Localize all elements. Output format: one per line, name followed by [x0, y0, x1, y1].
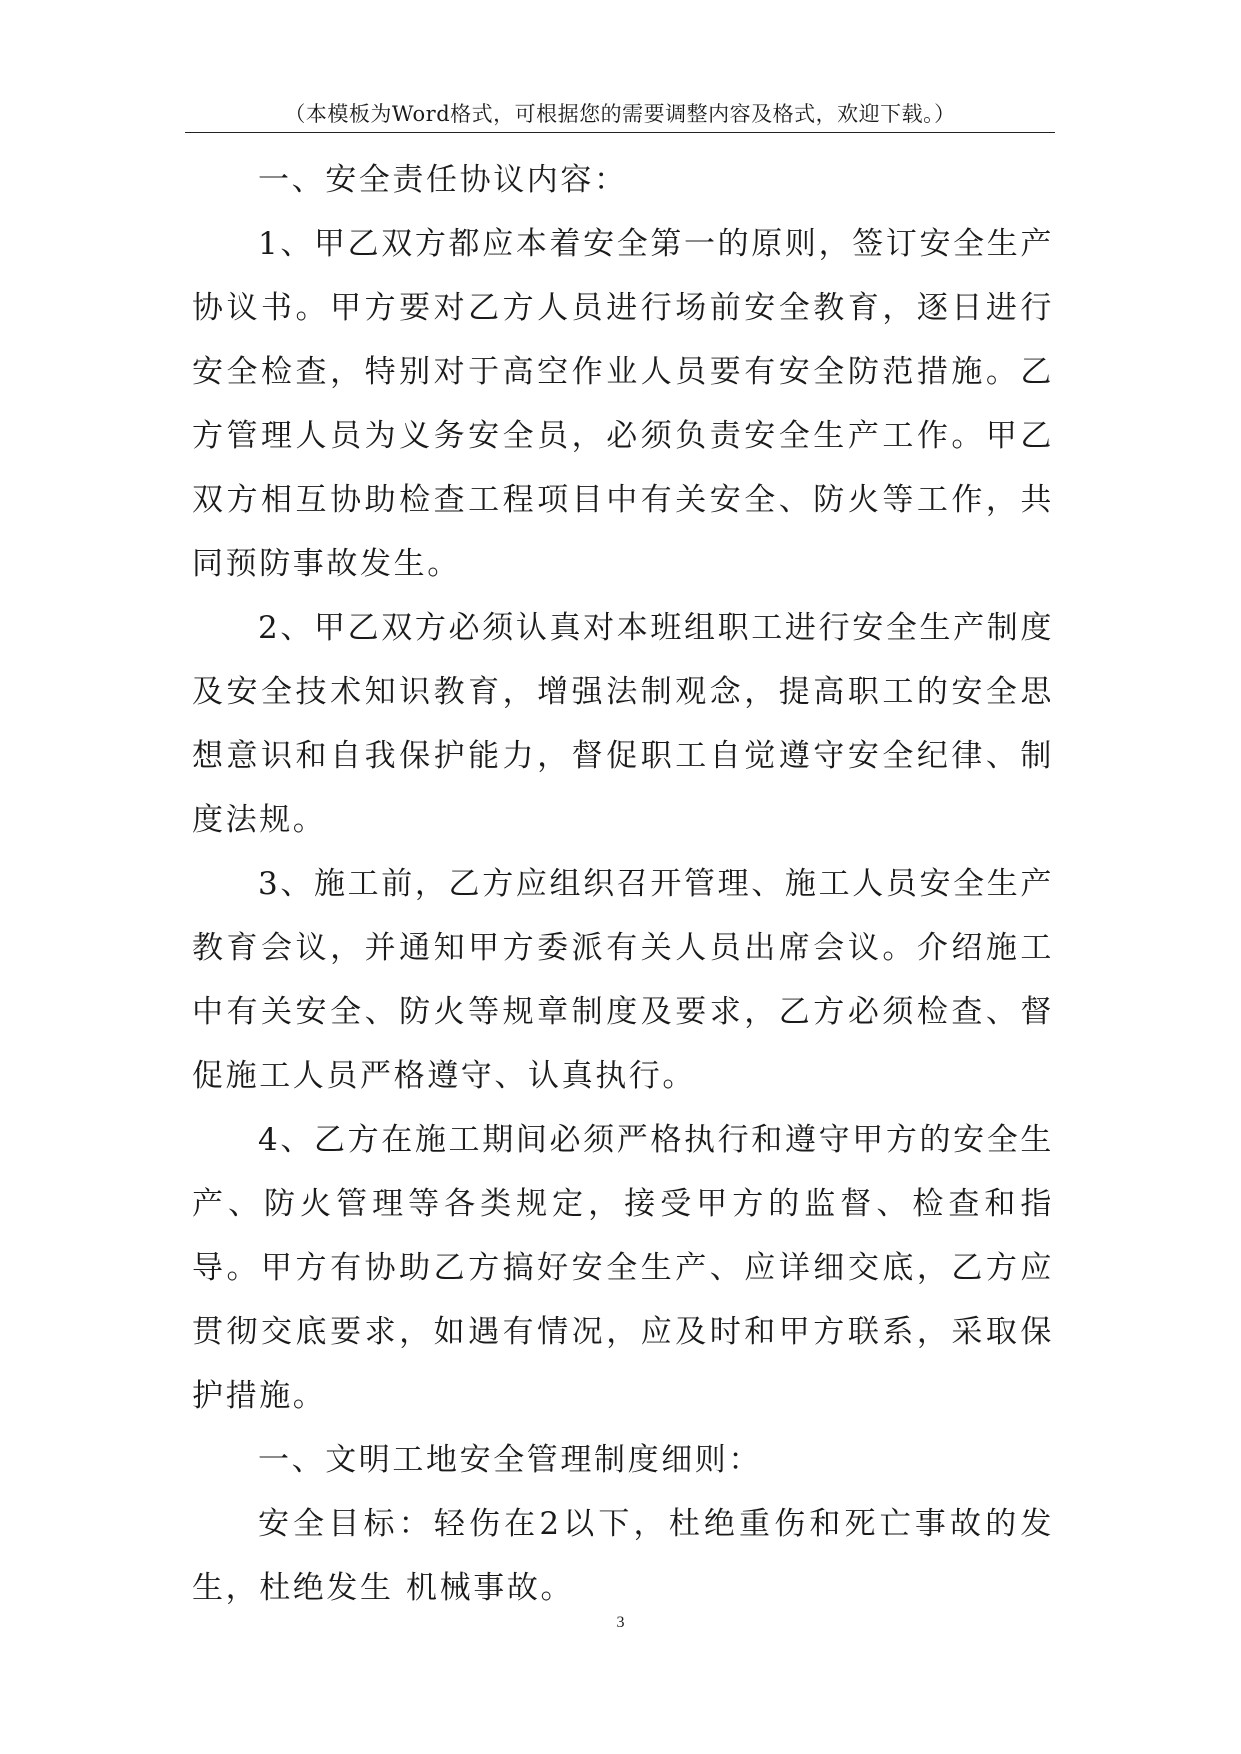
- clause-1: 1、甲乙双方都应本着安全第一的原则，签订安全生产协议书。甲方要对乙方人员进行场前安全教育，逐日进行安全检查，特别对于高空作业人员要有安全防范措施。乙方管理人员为义务安全员，必须负责安全生产工作。甲乙双方相互协助检查工程项目中有关安全、防火等工作，共同预防事故发生。: [192, 226, 1054, 582]
- header-divider: [185, 132, 1055, 133]
- section-heading-1: 一、安全责任协议内容：: [258, 162, 628, 198]
- document-body: [192, 148, 1054, 1620]
- clause-2: 2、甲乙双方必须认真对本班组职工进行安全生产制度及安全技术知识教育，增强法制观念，提高职工的安全思想意识和自我保护能力，督促职工自觉遵守安全纪律、制度法规。: [192, 610, 1054, 838]
- clause-3: 3、施工前，乙方应组织召开管理、施工人员安全生产教育会议，并通知甲方委派有关人员出席会议。介绍施工中有关安全、防火等规章制度及要求，乙方必须检查、督促施工人员严格遵守、认真执行。: [192, 866, 1054, 1094]
- section-heading-2: 一、文明工地安全管理制度细则：: [258, 1442, 762, 1478]
- page-number: 3: [616, 1614, 625, 1631]
- template-note: （本模板为Word格式，可根据您的需要调整内容及格式，欢迎下载。）: [284, 102, 956, 126]
- clause-4: 4、乙方在施工期间必须严格执行和遵守甲方的安全生产、防火管理等各类规定，接受甲方的监督、检查和指导。甲方有协助乙方搞好安全生产、应详细交底，乙方应贯彻交底要求，如遇有情况，应及时和甲方联系，采取保护措施。: [192, 1122, 1054, 1414]
- safety-target: 安全目标：轻伤在2以下，杜绝重伤和死亡事故的发生，杜绝发生 机械事故。: [192, 1506, 1054, 1606]
